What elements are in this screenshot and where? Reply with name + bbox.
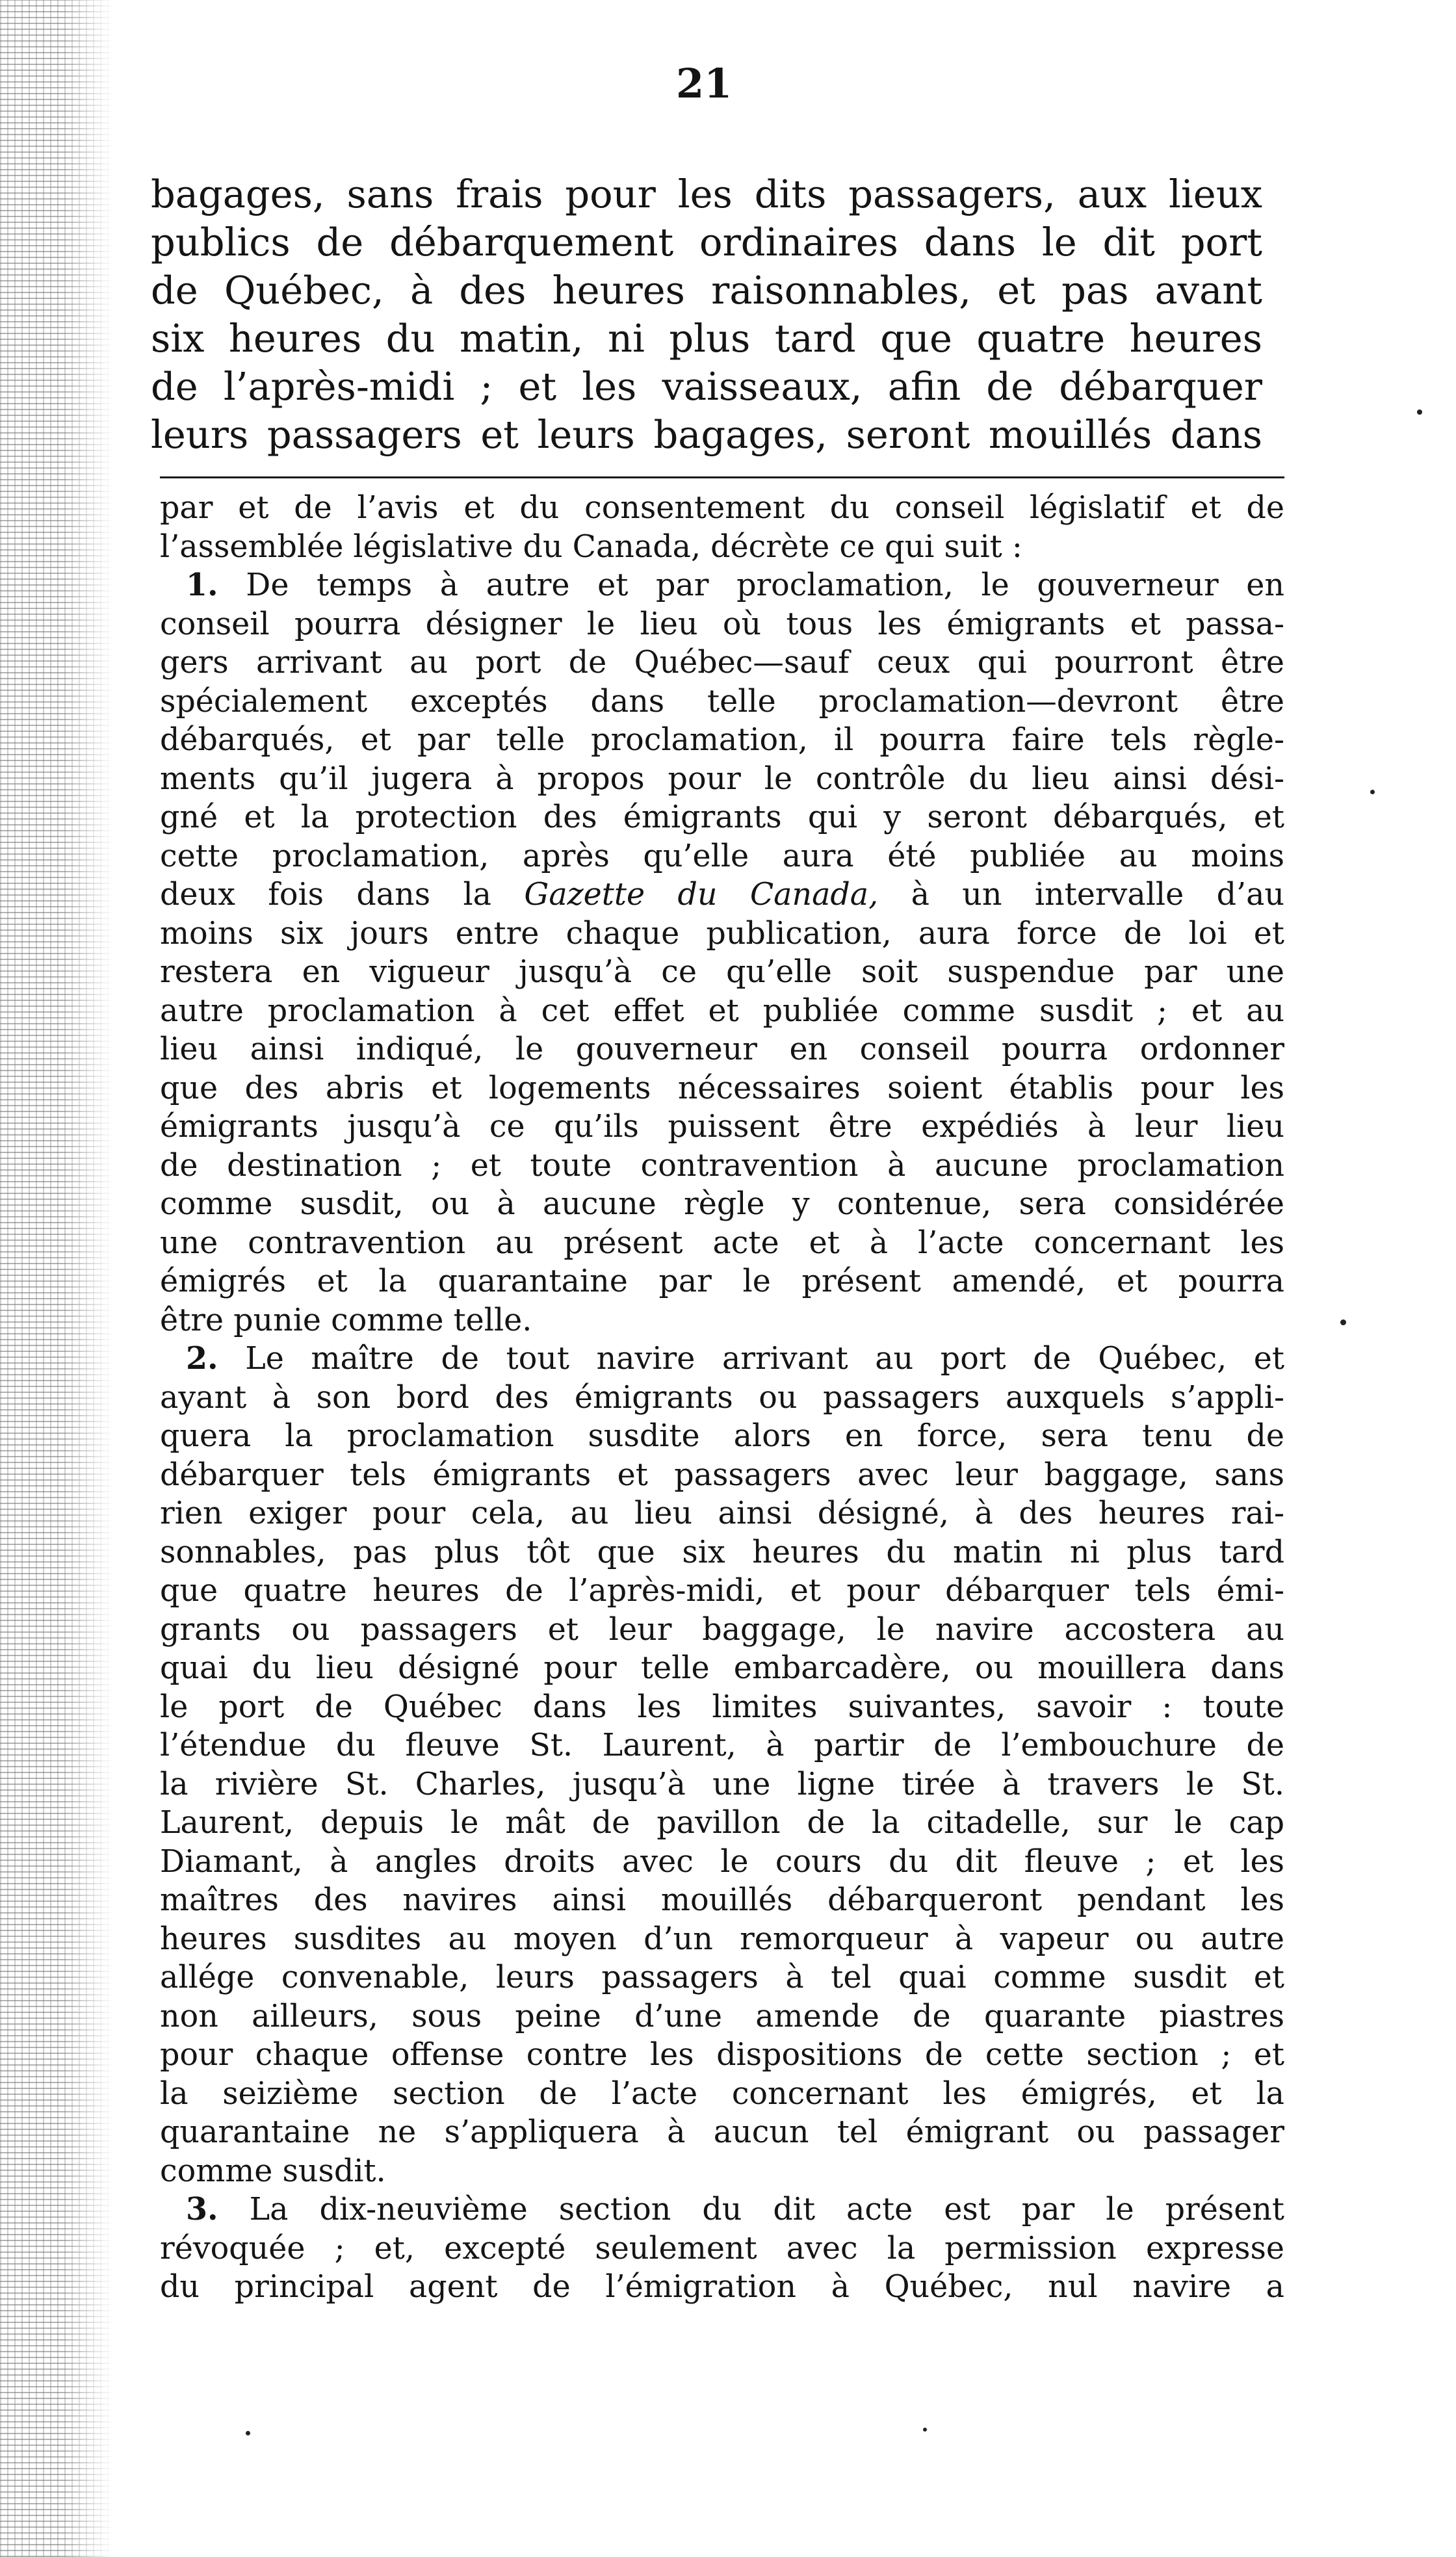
text-line: [160, 1456, 1284, 1495]
text-line: publics de débarquement ordinaires dans le dit port: [151, 220, 1262, 265]
text-fragment: l’étendue du fleuve St. Laurent, à partir de l’embouchure de: [160, 1728, 1284, 1763]
text-fragment: émigrés et la quarantaine par le présent amendé, et pourra: [160, 1264, 1284, 1299]
italic-title: Gazette du Canada,: [524, 877, 879, 913]
text-line: [160, 2268, 1284, 2307]
body-text-lower: [160, 489, 1284, 2307]
text-fragment: la rivière St. Charles, jusqu’à une ligne tirée à travers le St.: [160, 1766, 1284, 1802]
text-line: [160, 1069, 1284, 1108]
text-fragment: rien exiger pour cela, au lieu ainsi désigné, à des heures rai-: [160, 1496, 1284, 1531]
text-line: [160, 1649, 1284, 1688]
text-fragment: que quatre heures de l’après-midi, et pour débarquer tels émi-: [160, 1573, 1284, 1609]
text-line: [160, 1611, 1284, 1650]
text-fragment: pour chaque offense contre les dispositions de cette section ; et: [160, 2037, 1284, 2073]
text-fragment: autre proclamation à cet effet et publiée comme susdit ; et au: [160, 993, 1284, 1029]
text-fragment: non ailleurs, sous peine d’une amende de quarante piastres: [160, 1998, 1284, 2034]
section-start-line: [160, 566, 1284, 605]
text-fragment: deux fois dans la: [160, 877, 525, 913]
text-fragment: lieu ainsi indiqué, le gouverneur en conseil pourra ordonner: [160, 1032, 1284, 1067]
text-fragment: Diamant, à angles droits avec le cours du dit fleuve ; et les: [160, 1843, 1284, 1880]
text-line: [160, 992, 1284, 1031]
text-line: [160, 605, 1284, 644]
text-line: bagages, sans frais pour les dits passagers, aux lieux: [151, 172, 1262, 216]
text-line: [160, 721, 1284, 760]
text-fragment: Laurent, depuis le mât de pavillon de la citadelle, sur le cap: [160, 1805, 1284, 1841]
text-line: de l’après-midi ; et les vaisseaux, afin de débarquer: [151, 364, 1262, 409]
text-line: [160, 1881, 1284, 1920]
section-number: 2.: [186, 1340, 218, 1377]
text-line: [160, 1572, 1284, 1611]
text-fragment: conseil pourra désigner le lieu où tous les émigrants et passa-: [160, 606, 1284, 642]
text-line: [160, 1030, 1284, 1069]
section-start-line: [160, 2190, 1284, 2229]
text-fragment: spécialement exceptés dans telle proclamation—devront être: [160, 683, 1284, 720]
text-line: [160, 1533, 1284, 1572]
body-text-upper: [151, 170, 1262, 459]
text-fragment: heures susdites au moyen d’un remorqueur à vapeur ou autre: [160, 1921, 1284, 1957]
scan-speck: [246, 2431, 250, 2435]
text-fragment: l’assemblée législative du Canada, décrète ce qui suit :: [160, 528, 1022, 565]
text-line: [160, 876, 1284, 915]
text-fragment: que des abris et logements nécessaires soient établis pour les: [160, 1070, 1284, 1106]
text-line: [160, 1843, 1284, 1882]
text-fragment: débarquer tels émigrants et passagers avec leur baggage, sans: [160, 1457, 1284, 1493]
text-line: [160, 1108, 1284, 1147]
text-fragment: à un intervalle d’au: [878, 877, 1284, 913]
page-number: 21: [676, 60, 733, 107]
section-divider-rule: [160, 476, 1284, 478]
text-line: [160, 1185, 1284, 1224]
text-line: [160, 1920, 1284, 1959]
text-fragment: Le maître de tout navire arrivant au port de Québec, et: [218, 1341, 1284, 1377]
text-fragment: quera la proclamation susdite alors en force, sera tenu de: [160, 1418, 1284, 1454]
text-fragment: ments qu’il jugera à propos pour le contrôle du lieu ainsi dési-: [160, 760, 1284, 797]
section-start-line: [160, 1340, 1284, 1379]
text-line: [160, 1765, 1284, 1804]
text-line: [160, 2113, 1284, 2152]
text-line: [160, 2075, 1284, 2114]
text-line: [160, 1224, 1284, 1263]
text-fragment: de destination ; et toute contravention à aucune proclamation: [160, 1147, 1284, 1184]
text-fragment: par et de l’avis et du consentement du conseil législatif et de: [160, 490, 1284, 526]
text-line: [160, 682, 1284, 721]
text-line: [160, 1262, 1284, 1301]
text-line: [160, 837, 1284, 876]
text-line: leurs passagers et leurs bagages, seront mouillés dans: [151, 412, 1262, 457]
scan-speck: [1370, 790, 1375, 794]
text-fragment: du principal agent de l’émigration à Québec, nul navire a: [160, 2269, 1284, 2305]
text-line: [160, 1804, 1284, 1843]
text-fragment: la seizième section de l’acte concernant les émigrés, et la: [160, 2075, 1284, 2112]
text-line: [160, 1494, 1284, 1533]
text-line: [160, 643, 1284, 682]
text-line: [160, 2152, 1284, 2191]
text-fragment: quarantaine ne s’appliquera à aucun tel émigrant ou passager: [160, 2114, 1284, 2150]
text-line: [160, 915, 1284, 954]
text-line: [160, 760, 1284, 799]
text-line: [160, 489, 1284, 528]
text-fragment: gné et la protection des émigrants qui y seront débarqués, et: [160, 799, 1284, 835]
text-line: [160, 2229, 1284, 2268]
text-line: [160, 1301, 1284, 1340]
text-fragment: moins six jours entre chaque publication, aura force de loi et: [160, 915, 1284, 952]
scan-speck: [923, 2428, 927, 2432]
text-line: [160, 1379, 1284, 1418]
section-number: 1.: [186, 567, 218, 603]
scan-binding-edge: [0, 0, 114, 2557]
text-line: [160, 1417, 1284, 1456]
text-fragment: De temps à autre et par proclamation, le gouverneur en: [218, 567, 1284, 603]
text-fragment: émigrants jusqu’à ce qu’ils puissent être expédiés à leur lieu: [160, 1109, 1284, 1145]
text-line: [160, 1997, 1284, 2036]
text-fragment: ayant à son bord des émigrants ou passagers auxquels s’appli-: [160, 1379, 1284, 1416]
text-line: [160, 1726, 1284, 1765]
text-line: [160, 798, 1284, 837]
text-fragment: comme susdit.: [160, 2153, 386, 2189]
section-number: 3.: [186, 2191, 218, 2227]
text-line: [160, 1958, 1284, 1997]
text-fragment: le port de Québec dans les limites suivantes, savoir : toute: [160, 1689, 1284, 1725]
text-fragment: allége convenable, leurs passagers à tel quai comme susdit et: [160, 1960, 1284, 1995]
text-line: [160, 528, 1284, 567]
text-fragment: maîtres des navires ainsi mouillés débarqueront pendant les: [160, 1882, 1284, 1918]
scan-speck: [1340, 1319, 1346, 1325]
text-line: [160, 2036, 1284, 2075]
text-line: [160, 1147, 1284, 1186]
text-fragment: révoquée ; et, excepté seulement avec la permission expresse: [160, 2230, 1284, 2266]
text-fragment: grants ou passagers et leur baggage, le navire accostera au: [160, 1611, 1284, 1648]
text-line: de Québec, à des heures raisonnables, et pas avant: [151, 268, 1262, 313]
text-line: [160, 1688, 1284, 1727]
text-fragment: comme susdit, ou à aucune règle y contenue, sera considérée: [160, 1186, 1284, 1222]
text-line: [160, 953, 1284, 992]
text-line: six heures du matin, ni plus tard que quatre heures: [151, 316, 1262, 361]
text-fragment: débarqués, et par telle proclamation, il pourra faire tels règle-: [160, 722, 1284, 758]
text-fragment: sonnables, pas plus tôt que six heures du matin ni plus tard: [160, 1534, 1284, 1570]
text-fragment: cette proclamation, après qu’elle aura été publiée au moins: [160, 838, 1284, 874]
text-fragment: La dix-neuvième section du dit acte est par le présent: [218, 2192, 1284, 2227]
text-fragment: être punie comme telle.: [160, 1302, 532, 1338]
scan-speck: [1417, 409, 1422, 415]
text-fragment: une contravention au présent acte et à l’acte concernant les: [160, 1225, 1284, 1261]
text-fragment: gers arrivant au port de Québec—sauf ceux qui pourront être: [160, 645, 1284, 681]
text-fragment: restera en vigueur jusqu’à ce qu’elle soit suspendue par une: [160, 954, 1284, 990]
text-fragment: quai du lieu désigné pour telle embarcadère, ou mouillera dans: [160, 1650, 1284, 1686]
